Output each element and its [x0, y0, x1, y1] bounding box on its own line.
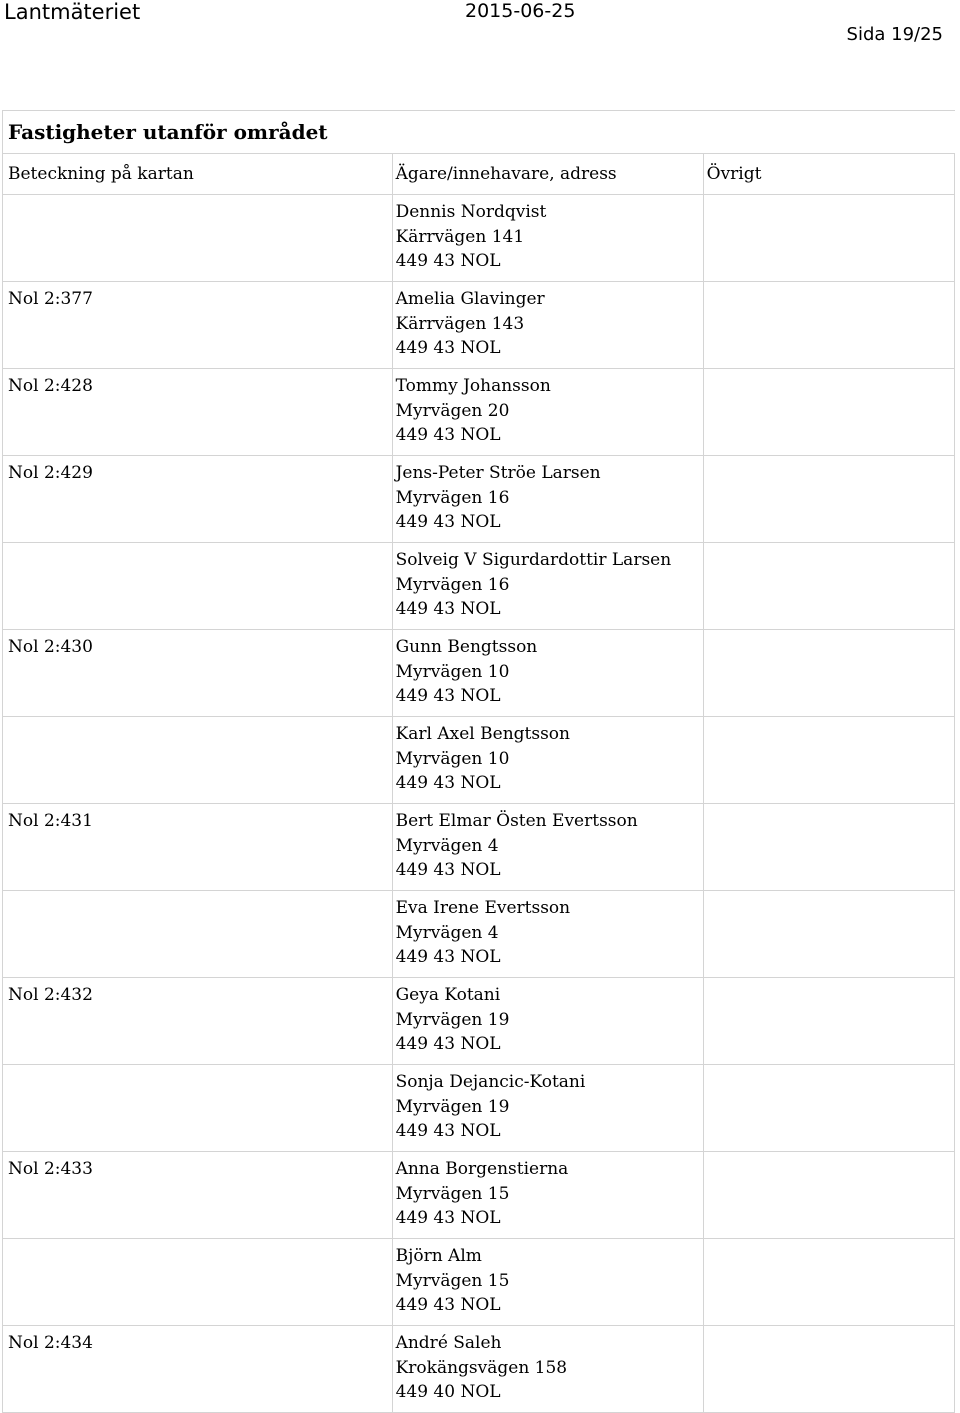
designation-cell: [3, 456, 393, 543]
table-header-row: [3, 154, 955, 195]
other-cell: [703, 978, 954, 1065]
other-cell: [703, 456, 954, 543]
table-row: [3, 1239, 955, 1326]
owner-street: Myrvägen 4: [395, 835, 499, 856]
owner-postal-address: 449 43 NOL: [395, 338, 501, 358]
property-designation: Nol 2:434: [8, 1333, 93, 1353]
owner-postal-address: 449 43 NOL: [395, 860, 501, 880]
owner-cell: [392, 1152, 703, 1239]
owner-cell: [392, 804, 703, 891]
designation-cell: [3, 804, 393, 891]
owner-postal-address: 449 43 NOL: [395, 686, 501, 706]
owner-name: Anna Borgenstierna: [395, 1159, 569, 1179]
owner-cell: [392, 891, 703, 978]
owner-address-block: [396, 891, 703, 970]
owner-street: Kärrvägen 141: [395, 226, 525, 247]
designation-cell: [3, 630, 393, 717]
owner-street: Krokängsvägen 158: [395, 1357, 568, 1378]
owner-address-block: [396, 978, 703, 1057]
designation-cell: [3, 543, 393, 630]
owner-name: Amelia Glavinger: [395, 289, 545, 309]
property-designation: Nol 2:432: [8, 985, 93, 1005]
designation-cell: [3, 282, 393, 369]
table-row: [3, 282, 955, 369]
column-header-owner: Ägare/innehavare, adress: [392, 154, 703, 195]
page-number: Sida 19/25: [846, 24, 943, 45]
designation-cell: [3, 1065, 393, 1152]
owner-cell: [392, 195, 703, 282]
owner-cell: [392, 1326, 703, 1413]
owner-name: Gunn Bengtsson: [395, 637, 538, 657]
owner-cell: [392, 1239, 703, 1326]
organization-name: Lantmäteriet: [4, 0, 141, 24]
owner-cell: [392, 543, 703, 630]
owner-street: Myrvägen 10: [395, 661, 510, 682]
owner-cell: [392, 282, 703, 369]
table-title: Fastigheter utanför området: [3, 111, 955, 154]
other-cell: [703, 1326, 954, 1413]
other-cell: [703, 891, 954, 978]
owner-address-block: [396, 804, 703, 883]
owner-street: Myrvägen 15: [395, 1183, 510, 1204]
table-row: [3, 1152, 955, 1239]
owner-name: Tommy Johansson: [395, 376, 551, 396]
owner-street: Myrvägen 19: [395, 1009, 510, 1030]
owner-address-block: [396, 543, 703, 622]
table-row: [3, 978, 955, 1065]
owner-address-block: [396, 456, 703, 535]
owner-street: Myrvägen 10: [395, 748, 510, 769]
table-row: [3, 369, 955, 456]
table-row: [3, 195, 955, 282]
designation-cell: [3, 195, 393, 282]
owner-cell: [392, 369, 703, 456]
owner-street: Kärrvägen 143: [395, 313, 525, 334]
property-designation: Nol 2:433: [8, 1159, 93, 1179]
other-cell: [703, 630, 954, 717]
owner-street: Myrvägen 16: [395, 574, 510, 595]
table-row: [3, 717, 955, 804]
other-cell: [703, 1239, 954, 1326]
owner-cell: [392, 978, 703, 1065]
owner-postal-address: 449 43 NOL: [395, 773, 501, 793]
owner-postal-address: 449 43 NOL: [395, 1208, 501, 1228]
owner-name: Karl Axel Bengtsson: [395, 724, 570, 744]
owner-cell: [392, 456, 703, 543]
property-designation: [8, 717, 392, 722]
column-header-other: Övrigt: [703, 154, 954, 195]
owner-address-block: [396, 1239, 703, 1318]
owner-name: Eva Irene Evertsson: [395, 898, 571, 918]
property-designation: [8, 195, 392, 200]
owner-address-block: [396, 1152, 703, 1231]
table-body: [3, 195, 955, 1413]
owner-street: Myrvägen 16: [395, 487, 510, 508]
owner-cell: [392, 717, 703, 804]
property-designation: [8, 543, 392, 548]
owner-address-block: [396, 630, 703, 709]
owner-cell: [392, 1065, 703, 1152]
owner-name: Geya Kotani: [395, 985, 501, 1005]
property-designation: Nol 2:429: [8, 463, 93, 483]
other-cell: [703, 804, 954, 891]
owner-postal-address: 449 43 NOL: [395, 947, 501, 967]
other-cell: [703, 543, 954, 630]
owner-postal-address: 449 43 NOL: [395, 1295, 501, 1315]
owner-name: Sonja Dejancic-Kotani: [395, 1072, 586, 1092]
table-row: [3, 630, 955, 717]
properties-table: [2, 110, 955, 1413]
owner-address-block: [396, 195, 703, 274]
owner-address-block: [396, 282, 703, 361]
owner-postal-address: 449 43 NOL: [395, 599, 501, 619]
table-row: [3, 1326, 955, 1413]
designation-cell: [3, 1152, 393, 1239]
property-designation: Nol 2:377: [8, 289, 93, 309]
owner-street: Myrvägen 20: [395, 400, 510, 421]
owner-postal-address: 449 40 NOL: [395, 1382, 501, 1402]
owner-postal-address: 449 43 NOL: [395, 425, 501, 445]
designation-cell: [3, 717, 393, 804]
property-designation: [8, 1065, 392, 1070]
owner-cell: [392, 630, 703, 717]
property-designation: Nol 2:430: [8, 637, 93, 657]
table-row: [3, 891, 955, 978]
owner-name: André Saleh: [395, 1333, 502, 1353]
owner-street: Myrvägen 19: [395, 1096, 510, 1117]
owner-postal-address: 449 43 NOL: [395, 1034, 501, 1054]
table-title-row: [3, 111, 955, 154]
property-designation: Nol 2:431: [8, 811, 93, 831]
property-designation: [8, 891, 392, 896]
document-date: 2015-06-25: [465, 0, 576, 22]
table-row: [3, 804, 955, 891]
other-cell: [703, 1065, 954, 1152]
table-row: [3, 1065, 955, 1152]
page-header: [0, 0, 960, 45]
owner-address-block: [396, 717, 703, 796]
designation-cell: [3, 1239, 393, 1326]
property-designation: [8, 1239, 392, 1244]
other-cell: [703, 282, 954, 369]
owner-address-block: [396, 1326, 703, 1405]
owner-address-block: [396, 369, 703, 448]
designation-cell: [3, 891, 393, 978]
owner-address-block: [396, 1065, 703, 1144]
other-cell: [703, 717, 954, 804]
designation-cell: [3, 1326, 393, 1413]
owner-name: Jens-Peter Ströe Larsen: [395, 463, 601, 483]
other-cell: [703, 1152, 954, 1239]
other-cell: [703, 195, 954, 282]
designation-cell: [3, 978, 393, 1065]
owner-name: Bert Elmar Östen Evertsson: [395, 811, 638, 831]
column-header-designation: Beteckning på kartan: [3, 154, 393, 195]
owner-street: Myrvägen 4: [395, 922, 499, 943]
designation-cell: [3, 369, 393, 456]
table-row: [3, 456, 955, 543]
owner-postal-address: 449 43 NOL: [395, 251, 501, 271]
owner-street: Myrvägen 15: [395, 1270, 510, 1291]
other-cell: [703, 369, 954, 456]
property-designation: Nol 2:428: [8, 376, 93, 396]
owner-postal-address: 449 43 NOL: [395, 1121, 501, 1141]
owner-name: Björn Alm: [395, 1246, 482, 1266]
table-row: [3, 543, 955, 630]
owner-name: Dennis Nordqvist: [395, 202, 547, 222]
owner-postal-address: 449 43 NOL: [395, 512, 501, 532]
owner-name: Solveig V Sigurdardottir Larsen: [395, 550, 672, 570]
